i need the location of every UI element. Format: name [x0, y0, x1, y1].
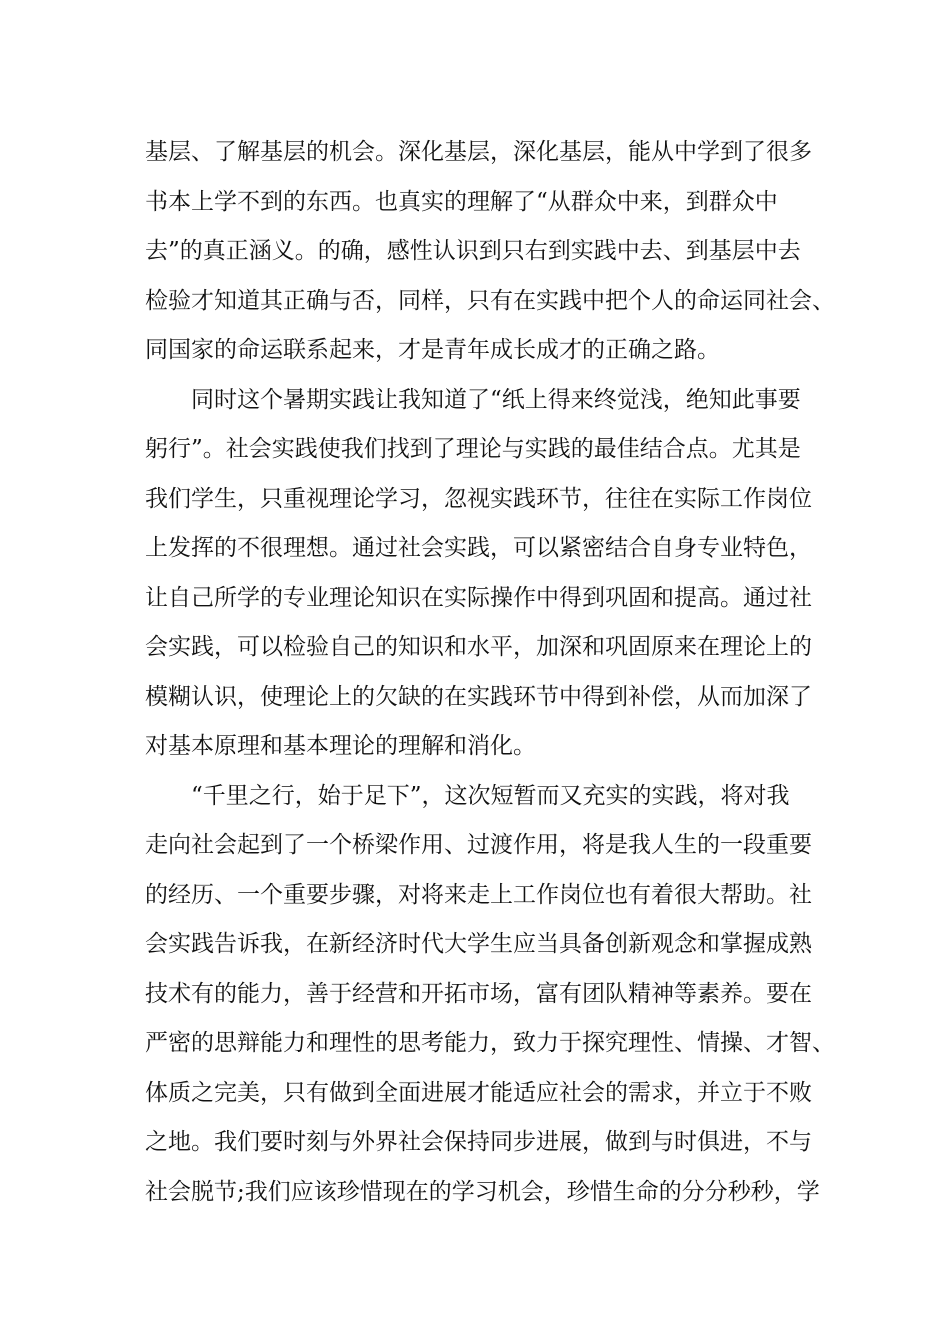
- paragraph-2: [145, 376, 825, 772]
- text-line: 模糊认识，使理论上的欠缺的在实践环节中得到补偿，从而加深了: [145, 683, 812, 710]
- text-line: 走向社会起到了一个桥梁作用、过渡作用，将是我人生的一段重要: [145, 832, 812, 858]
- text-line: 去”的真正涵义。的确，感性认识到只右到实践中去、到基层中去: [145, 238, 801, 264]
- text-line: 基层、了解基层的机会。深化基层，深化基层，能从中学到了很多: [145, 139, 812, 165]
- text-line: 之地。我们要时刻与外界社会保持同步进展，做到与时俱进，不与: [145, 1129, 812, 1155]
- text-line: 躬行”。社会实践使我们找到了理论与实践的最佳结合点。尤其是: [145, 436, 801, 462]
- text-line: 的经历、一个重要步骤，对将来走上工作岗位也有着很大帮助。社: [145, 881, 812, 908]
- text-line: 对基本原理和基本理论的理解和消化。: [145, 733, 536, 759]
- text-line: 技术有的能力，善于经营和开拓市场，富有团队精神等素养。要在: [145, 980, 812, 1007]
- document-body: [145, 128, 835, 1217]
- text-line: 上发挥的不很理想。通过社会实践，可以紧密结合自身专业特色，: [145, 535, 812, 561]
- text-line: 我们学生，只重视理论学习，忽视实践环节，往往在实际工作岗位: [145, 485, 812, 512]
- paragraph-3: [145, 772, 835, 1218]
- text-line: 社会脱节;我们应该珍惜现在的学习机会，珍惜生命的分分秒秒，学: [145, 1178, 820, 1205]
- text-line: 同时这个暑期实践让我知道了“纸上得来终觉浅，绝知此事要: [191, 386, 801, 413]
- text-line: 体质之完美，只有做到全面进展才能适应社会的需求，并立于不败: [145, 1079, 812, 1106]
- text-line: 书本上学不到的东西。也真实的理解了“从群众中来，到群众中: [145, 188, 778, 215]
- text-line: 让自己所学的专业理论知识在实际操作中得到巩固和提高。通过社: [145, 584, 812, 611]
- text-line: 会实践，可以检验自己的知识和水平，加深和巩固原来在理论上的: [145, 634, 812, 660]
- text-line: “千里之行，始于足下”，这次短暂而又充实的实践，将对我: [191, 782, 790, 809]
- text-line: 检验才知道其正确与否，同样，只有在实践中把个人的命运同社会、: [145, 287, 835, 314]
- text-line: 严密的思辩能力和理性的思考能力，致力于探究理性、情操、才智、: [145, 1030, 835, 1056]
- text-line: 会实践告诉我，在新经济时代大学生应当具备创新观念和掌握成熟: [145, 931, 812, 957]
- paragraph-1: [145, 128, 835, 376]
- text-line: 同国家的命运联系起来，才是青年成长成才的正确之路。: [145, 337, 720, 363]
